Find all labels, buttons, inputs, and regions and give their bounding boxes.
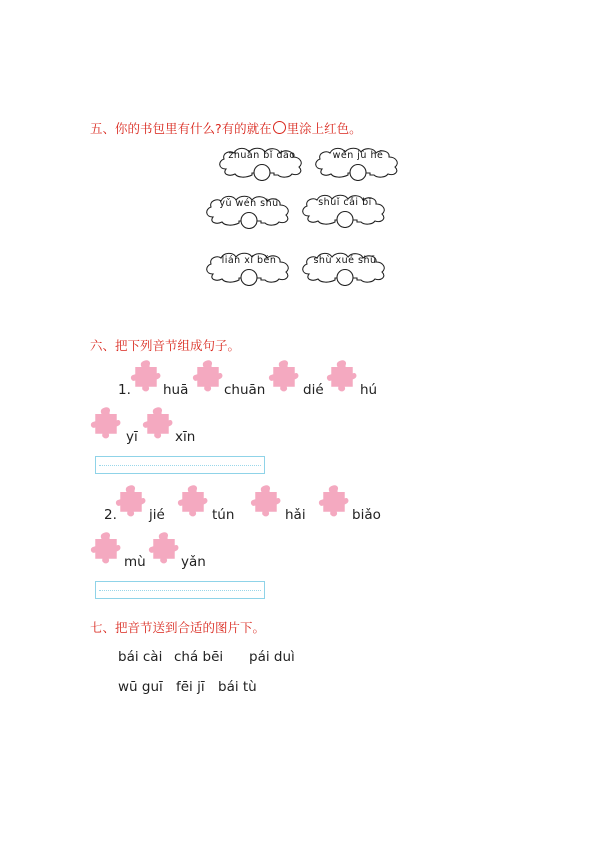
puzzle-icon: [317, 483, 351, 519]
puzzle-icon: [141, 405, 175, 441]
circle-icon: [273, 121, 286, 134]
puzzle-icon: [325, 358, 359, 394]
section-7-heading: 七、把音节送到合适的图片下。: [90, 620, 266, 635]
word-item[interactable]: fēi jī: [176, 679, 205, 695]
syllable: yī: [126, 429, 138, 445]
syllable: hú: [360, 382, 378, 398]
cloud-label: shù xué shū: [313, 255, 377, 266]
cloud-item[interactable]: [299, 192, 391, 228]
syllable: tún: [212, 507, 235, 523]
syllable: hǎi: [285, 507, 306, 523]
puzzle-icon: [147, 530, 181, 566]
cloud-item[interactable]: [312, 145, 404, 181]
section-5-heading-text-end: 里涂上红色。: [286, 121, 362, 136]
section-6-heading: 六、把下列音节组成句子。: [90, 338, 241, 353]
section-5-heading: [90, 119, 362, 137]
puzzle-icon: [191, 358, 225, 394]
puzzle-icon: [89, 530, 123, 566]
puzzle-icon: [249, 483, 283, 519]
word-item[interactable]: wū guī: [118, 679, 163, 695]
syllable: xīn: [175, 429, 196, 445]
cloud-label: yǔ wén shū: [219, 198, 279, 209]
cloud-label: zhuàn bǐ dāo: [228, 150, 296, 161]
cloud-label: wén jù hé: [332, 150, 384, 161]
puzzle-icon: [114, 483, 148, 519]
cloud-item[interactable]: [203, 193, 295, 229]
cloud-label: lián xí běn: [221, 255, 277, 266]
question-2-number: 2.: [104, 507, 117, 523]
syllable: biǎo: [352, 507, 381, 523]
syllable: chuān: [224, 382, 266, 398]
puzzle-icon: [176, 483, 210, 519]
word-item[interactable]: chá bēi: [174, 649, 224, 665]
cloud-item[interactable]: [299, 250, 391, 286]
syllable: huā: [163, 382, 189, 398]
syllable: yǎn: [181, 554, 206, 570]
cloud-item[interactable]: [203, 250, 295, 286]
answer-line-1[interactable]: [95, 456, 265, 474]
word-item[interactable]: bái tù: [218, 679, 257, 695]
word-item[interactable]: pái duì: [249, 649, 295, 665]
cloud-label: shuǐ cǎi bǐ: [318, 197, 372, 208]
cloud-item[interactable]: [216, 145, 308, 181]
syllable: mù: [124, 554, 146, 570]
question-1-number: 1.: [118, 382, 131, 398]
syllable: jié: [149, 507, 165, 523]
answer-line-2[interactable]: [95, 581, 265, 599]
puzzle-icon: [89, 405, 123, 441]
puzzle-icon: [129, 358, 163, 394]
puzzle-icon: [267, 358, 301, 394]
syllable: dié: [303, 382, 324, 398]
section-5-heading-text: 五、你的书包里有什么?有的就在: [90, 121, 272, 136]
word-item[interactable]: bái cài: [118, 649, 163, 665]
